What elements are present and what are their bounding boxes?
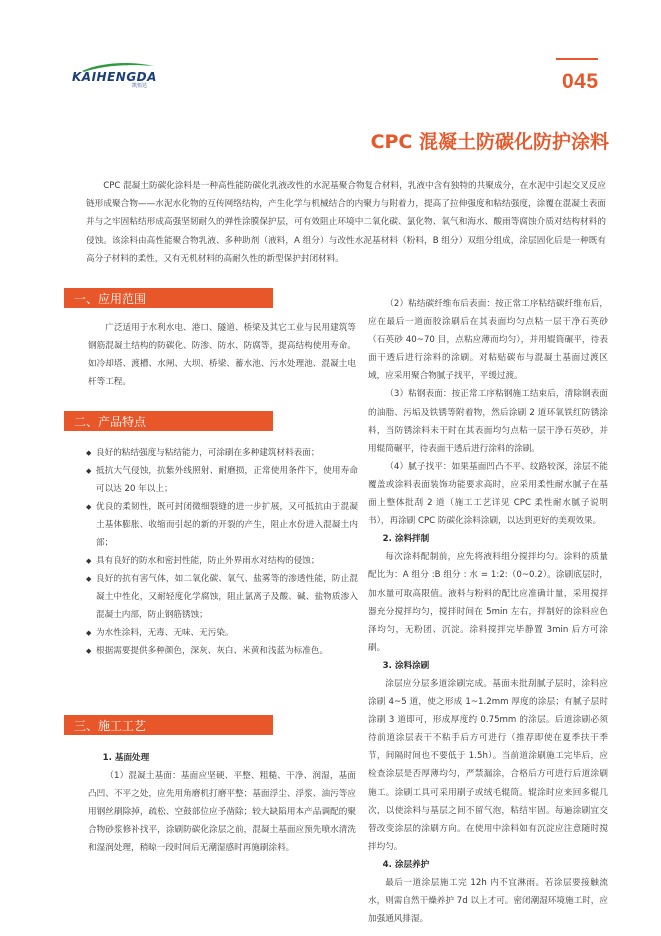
diamond-bullet-icon: ◆ — [86, 575, 92, 583]
page-title: CPC 混凝土防碳化防护涂料 — [370, 131, 609, 153]
step-title: 2. 涂料拌制 — [382, 534, 430, 545]
section-heading-construction — [64, 715, 273, 735]
brand-logo — [72, 62, 158, 88]
diamond-bullet-icon: ◆ — [86, 557, 92, 565]
feature-item: ◆ 良好的抗有害气体，如二氧化碳、氧气、盐雾等的渗透性能，防止混凝土中性化，又耐轻度化学腐蚀，阻止氯离子及酸、碱、盐物质渗入混凝土内部，防止钢筋锈蚀； — [86, 570, 358, 624]
feature-item: ◆ 具有良好的防水和密封性能，防止外界雨水对结构的侵蚀； — [86, 552, 358, 570]
section-heading-application — [64, 288, 273, 308]
section-heading-label: 三、施工工艺 — [74, 719, 147, 733]
step-title: 3. 涂料涂刷 — [382, 660, 430, 671]
step-paragraph: 最后一道涂层施工完 12h 内不宜淋雨。若涂层要接触流水，则需自然干燥养护 7d 以上才可。密闭潮湿环境施工时，应加强通风排湿。 — [368, 878, 608, 925]
logo-text: KAIHENGDA — [72, 70, 157, 84]
diamond-bullet-icon: ◆ — [86, 503, 92, 511]
page-number-rule — [556, 58, 598, 60]
logo-cn: 凯恒达 — [132, 83, 148, 89]
construction-right-block — [368, 295, 608, 928]
step-title: 1. 基面处理 — [102, 753, 150, 763]
application-block — [88, 319, 356, 391]
diamond-bullet-icon: ◆ — [86, 647, 92, 655]
step-paragraph: （3）粘钢表面：按正常工序粘钢施工结束后，清除钢表面的油脂、污垢及铁锈等附着物，然后涂刷 2 道环氧铁红防锈涂料，当防锈涂料未干时在其表面均匀点粘一层干净石英砂，并用辊筒碾平，待表面干透后进行涂料的涂刷。 — [368, 389, 608, 454]
step-title: 4. 涂层养护 — [382, 859, 430, 870]
section-heading-label: 一、应用范围 — [74, 292, 147, 306]
construction-left-block — [88, 749, 356, 858]
step-paragraph: （2）粘结碳纤维布后表面：按正常工序粘结碳纤维布后，应在最后一道面胶涂刷后在其表面均匀点粘一层干净石英砂（石英砂 40~70 目，点粘应薄而均匀），并用辊筒碾平，待表面干透后进行涂料的涂刷。对粘贴碳布与混凝土基面过渡区域，应采用聚合物腻子找平，平缓过渡。 — [368, 299, 608, 382]
feature-item: ◆ 优良的柔韧性，既可封闭微细裂缝的进一步扩展，又可抵抗由于混凝土基体膨胀、收缩而引起的新的开裂的产生，阻止水份进入混凝土内部； — [86, 498, 358, 552]
page-number: 045 — [562, 70, 599, 93]
step-paragraph: 涂层应分层多道涂刷完成。基面未批刮腻子层时，涂料应涂刷 4~5 道，使之形成 1~1.2mm 厚度的涂层；有腻子层时涂刷 3 道即可，形成厚度约 0.75mm 的涂层。后道涂刷必须待前道涂层表干不粘手后方可进行（推荐即使在夏季扶干季节，间隔时间也不要低于 1.5h）。当前道涂刷施工完毕后，应检查涂层是否厚薄均匀，严禁漏涂，合格后方可进行后道涂刷施工。涂刷工具可采用刷子或绒毛辊筒。辊涂时应来回多辊几次，以使涂料与基层之间不留气泡，粘结牢固。每遍涂刷宜交替改变涂层的涂刷方向。在使用中涂料如有沉淀应注意随时搅拌均匀。 — [368, 678, 608, 852]
application-text: 广泛适用于水利水电、港口、隧道、桥梁及其它工业与民用建筑等钢筋混凝土结构的防碳化、防渗、防水、防腐等，提高结构使用寿命。如冷却塔、渡槽、水闸、大坝、桥梁、蓄水池、污水处理池、混凝土电杆等工程。 — [88, 323, 356, 387]
feature-item: ◆ 良好的粘结强度与粘结能力，可涂刷在多种建筑材料表面； — [86, 444, 358, 462]
step-paragraph: （4）腻子找平：如果基面凹凸不平、纹路较深，涂层不能覆盖或涂料表面装饰功能要求高时，应采用柔性耐水腻子在基面上整体批刮 2 道（施工工艺详见 CPC 柔性耐水腻子说明书），再涂刷 CPC 防碳化涂料涂刷，以达到更好的美观效果。 — [368, 461, 608, 527]
feature-item: ◆ 为水性涂料，无毒、无味、无污染。 — [86, 624, 358, 642]
feature-item: ◆ 抵抗大气侵蚀，抗紫外线照射、耐磨损，正常使用条件下，使用寿命可以达 20 年以上； — [86, 462, 358, 498]
section-heading-label: 二、产品特点 — [74, 415, 147, 429]
diamond-bullet-icon: ◆ — [86, 629, 92, 637]
section-heading-features — [64, 411, 273, 431]
step-paragraph: （1）混凝土基面：基面应坚硬、平整、粗糙、干净、润湿，基面凸凹、不平之处，应先用角磨机打磨平整；基面浮尘、浮浆、油污等应用钢丝刷除掉，疏松、空鼓部位应予凿除；较大缺陷用本产品调配的聚合物砂浆修补找平，涂刷防碳化涂层之前，混凝土基面应预先喷水清洗和湿润处理，稍晾一段时间后无潮湿感时再施刷涂料。 — [88, 771, 356, 854]
features-list — [86, 444, 358, 660]
step-paragraph: 每次涂料配制前，应先将液料组分搅拌均匀。涂料的质量配比为：A 组分 :B 组分 : 水 = 1:2:（0~0.2）。涂刷底层时，加水量可取高限值。液料与粉料的配比应准确计量，采用搅拌器充分搅拌均匀，搅拌时间在 5min 左右，拌制好的涂料应色泽均匀，无粉团、沉淀。涂料搅拌完毕静置 3min 后方可涂刷。 — [368, 552, 608, 653]
diamond-bullet-icon: ◆ — [86, 449, 92, 457]
intro-paragraph: CPC 混凝土防碳化涂料是一种高性能防碳化乳液改性的水泥基聚合物复合材料，乳液中含有独特的共聚成分，在水泥中引起交叉反应链形成聚合物——水泥水化物的互传网络结构，产生化学与机械结合的内聚力与附着力，提高了拉伸强度和粘结强度，涂覆在混凝土表面并与之牢固粘结形成高强坚韧耐久的弹性涂膜保护层，可有效阻止环境中二氧化碳、氯化物、氧气和海水、酸雨等腐蚀介质对结构材料的侵蚀。该涂料由高性能聚合物乳液、多种助剂（液料，A 组分）与改性水泥基材料（粉料，B 组分）双组分组成，涂层固化后是一种既有高分子材料的柔性，又有无机材料的高耐久性的新型保护封闭材料。 — [86, 181, 606, 264]
feature-item: ◆ 根据需要提供多种颜色，深灰、灰白、米黄和浅蓝为标准色。 — [86, 642, 358, 660]
diamond-bullet-icon: ◆ — [86, 467, 92, 475]
features-block — [86, 444, 358, 660]
